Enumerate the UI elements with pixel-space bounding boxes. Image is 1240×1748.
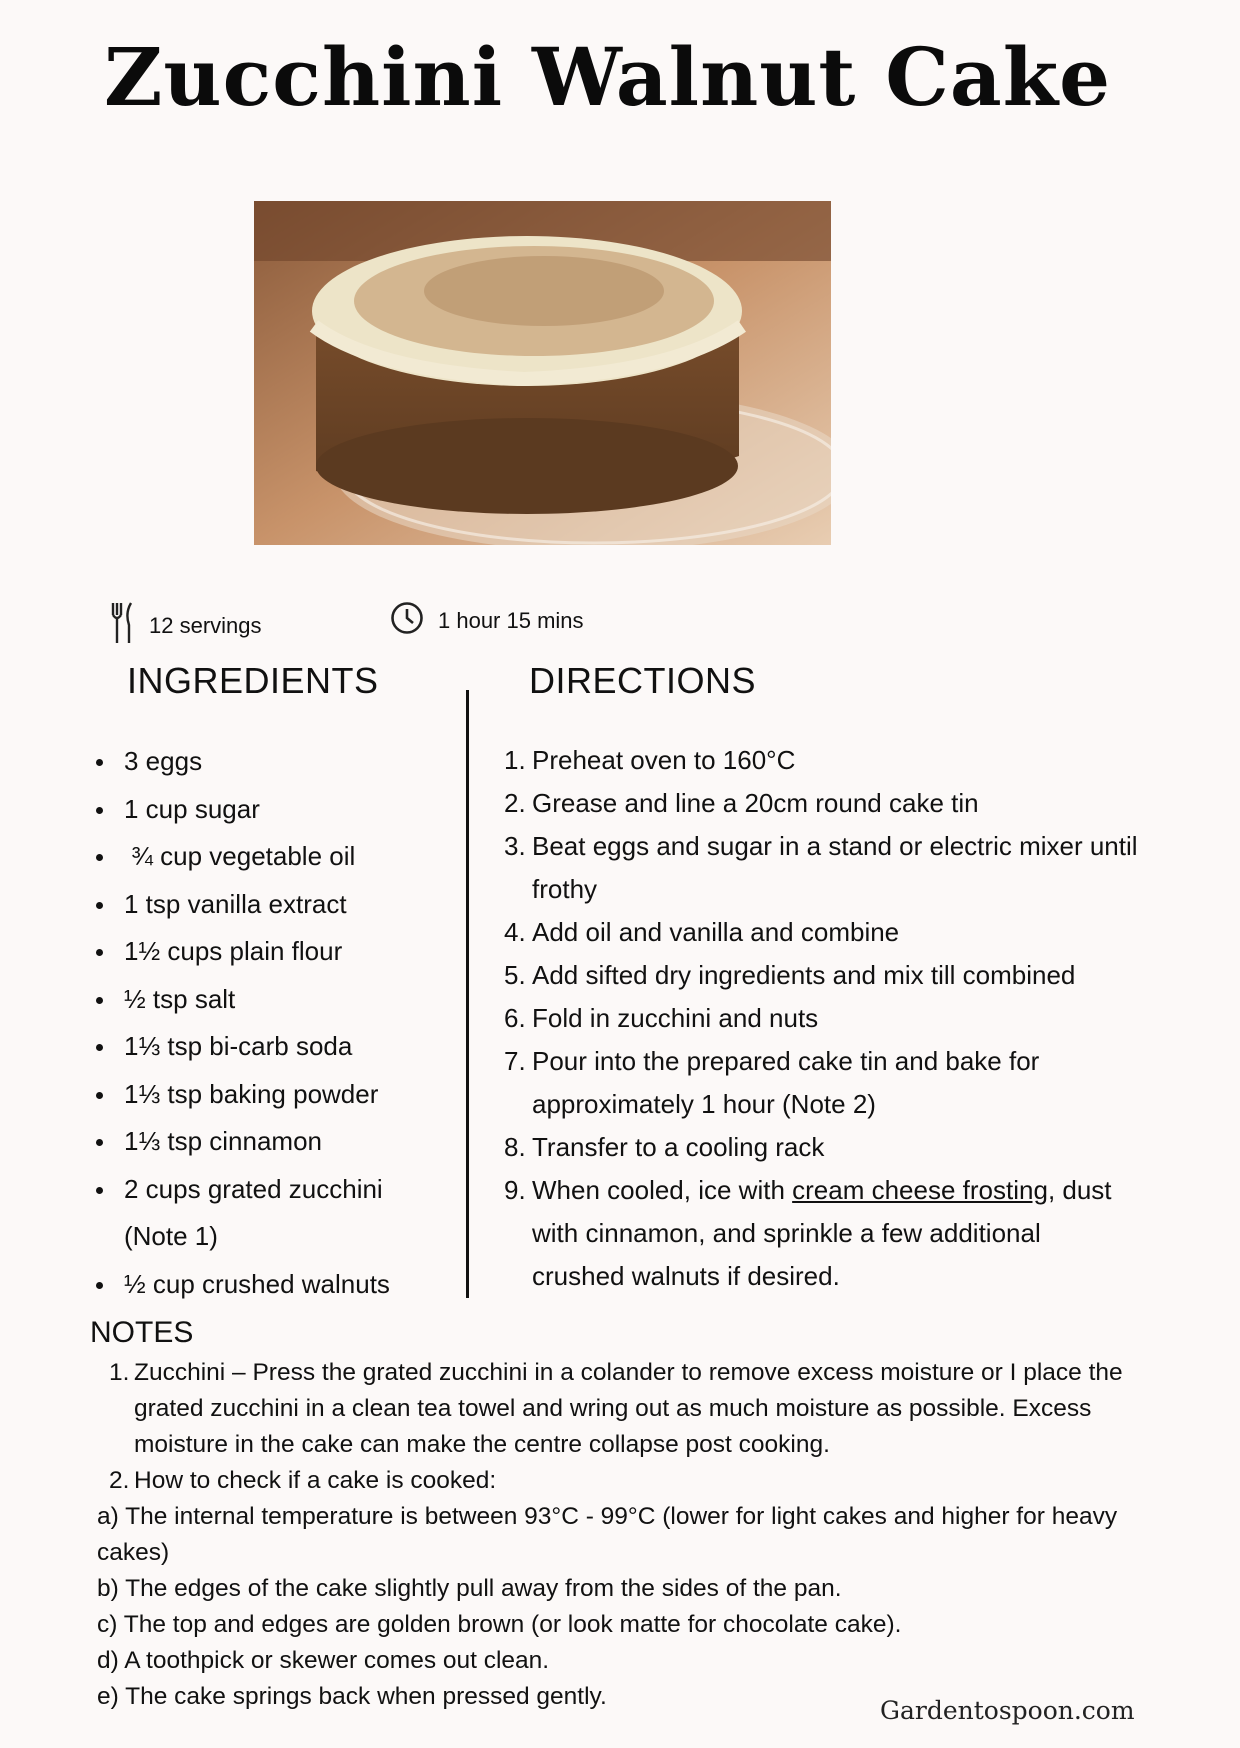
note-subitem: d) A toothpick or skewer comes out clean. [97,1647,550,1674]
servings-info [111,601,262,651]
ingredient-item: 1½ cups plain flour [92,928,452,976]
ingredient-item: 3 eggs [92,738,452,786]
ingredients-list [92,738,452,1308]
time-label: 1 hour 15 mins [438,608,584,633]
note-text: Zucchini – Press the grated zucchini in a colander to remove excess moisture or I place the grated zucchini in a clean tea towel and wring out as much moisture as possible. Excess moisture in the cake can make the centre collapse post cooking. [134,1359,1123,1458]
direction-step [504,997,1144,1040]
servings-label: 12 servings [149,613,262,638]
recipe-title: Zucchini Walnut Cake [104,30,1112,124]
step-text: Grease and line a 20cm round cake tin [532,788,979,818]
step-text: Beat eggs and sugar in a stand or electric mixer until frothy [532,831,1138,904]
ingredient-item: ½ cup crushed walnuts [92,1261,452,1309]
step-text: Add sifted dry ingredients and mix till combined [532,960,1076,990]
note-item [90,1463,1170,1499]
note-number: 2. [109,1467,130,1494]
cream-cheese-frosting-link[interactable]: cream cheese frosting [792,1175,1048,1205]
step-number: 4. [504,917,526,947]
step-number: 2. [504,788,526,818]
direction-step [504,1169,1144,1298]
cake-photo [254,201,831,545]
note-subitem: c) The top and edges are golden brown (or look matte for chocolate cake). [97,1611,902,1638]
step-number: 6. [504,1003,526,1033]
ingredient-item: 2 cups grated zucchini (Note 1) [92,1166,394,1261]
direction-step [504,739,1144,782]
ingredient-item: 1⅓ tsp bi-carb soda [92,1023,452,1071]
ingredient-item: ½ tsp salt [92,976,452,1024]
step-text: Preheat oven to 160°C [532,745,796,775]
time-info [390,601,584,641]
directions-heading: DIRECTIONS [529,660,757,701]
direction-step [504,1126,1144,1169]
step-number: 9. [504,1175,526,1205]
step-text-after: , dust with cinnamon, and sprinkle a few additional crushed walnuts if desired. [532,1175,1112,1291]
direction-step [504,782,1144,825]
direction-step [504,825,1144,911]
step-number: 7. [504,1046,526,1076]
step-text: Transfer to a cooling rack [532,1132,825,1162]
ingredient-item: 1⅓ tsp cinnamon [92,1118,452,1166]
step-text: Add oil and vanilla and combine [532,917,900,947]
directions-list [504,739,1144,1298]
step-text: Fold in zucchini and nuts [532,1003,819,1033]
step-text-before: When cooled, ice with [532,1175,793,1205]
notes-heading: NOTES [90,1316,194,1349]
direction-step [504,911,1144,954]
utensils-icon [111,601,135,651]
column-divider [466,690,469,1298]
note-subitem: a) The internal temperature is between 93°C - 99°C (lower for light cakes and higher for heavy cakes) [97,1503,1118,1566]
note-subitem: e) The cake springs back when pressed gently. [97,1683,607,1710]
step-number: 5. [504,960,526,990]
ingredient-item: ¾ cup vegetable oil [92,833,452,881]
ingredient-item: 1 cup sugar [92,786,452,834]
step-number: 3. [504,831,526,861]
step-number: 8. [504,1132,526,1162]
site-footer: Gardentospoon.com [880,1696,1135,1725]
direction-step [504,954,1144,997]
note-number: 1. [109,1359,130,1386]
direction-step [504,1040,1144,1126]
ingredients-heading: INGREDIENTS [127,660,379,701]
ingredient-item: 1⅓ tsp baking powder [92,1071,452,1119]
step-text [532,1169,1112,1298]
ingredient-item: 1 tsp vanilla extract [92,881,452,929]
note-text: How to check if a cake is cooked: [134,1467,497,1494]
step-text: Pour into the prepared cake tin and bake for approximately 1 hour (Note 2) [532,1046,1040,1119]
clock-icon [390,601,424,641]
note-subitem: b) The edges of the cake slightly pull away from the sides of the pan. [97,1575,842,1602]
note-item [90,1355,1170,1463]
step-number: 1. [504,745,526,775]
notes-section [90,1355,1170,1715]
